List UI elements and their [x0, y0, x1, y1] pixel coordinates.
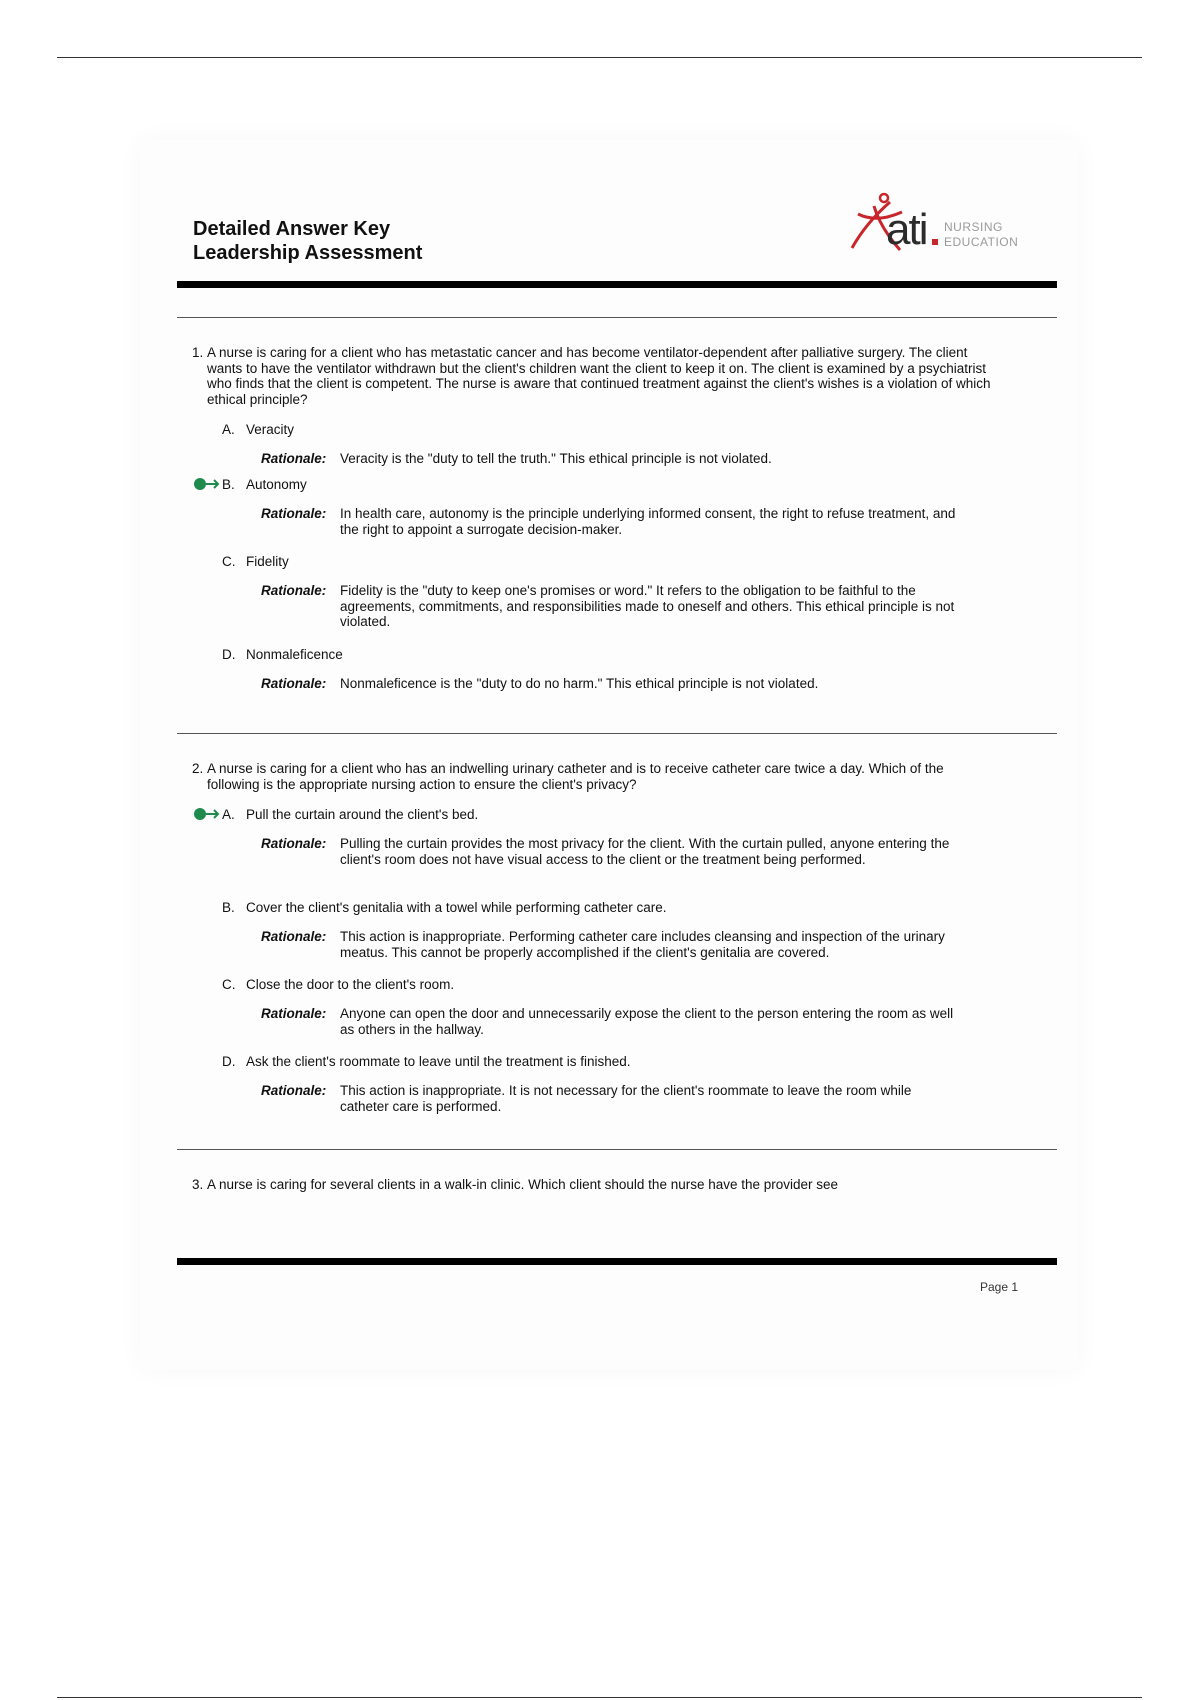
option-2c	[222, 977, 942, 993]
rationale-text: This action is inappropriate. Performing catheter care includes cleansing and inspection of the urinary meatus. This cannot be properly accomplished if the client's genitalia are covered.	[340, 929, 945, 960]
rationale-2c	[261, 1006, 961, 1037]
option-letter: D.	[222, 647, 236, 662]
question-number: 2.	[192, 761, 204, 776]
rationale-label: Rationale:	[261, 583, 327, 598]
rationale-1c	[261, 583, 961, 630]
rationale-text: In health care, autonomy is the principle underlying informed consent, the right to refuse treatment, and the right to appoint a surrogate decision-maker.	[340, 506, 956, 537]
rationale-2d	[261, 1083, 961, 1114]
rationale-text: Fidelity is the "duty to keep one's promises or word." It refers to the obligation to be faithful to the agreements, commitments, and responsibilities made to oneself and others. This ethical principle is not violated.	[340, 583, 955, 629]
question-number: 1.	[192, 345, 204, 360]
question-divider	[177, 1149, 1057, 1150]
doc-title-line2: Leadership Assessment	[193, 242, 423, 264]
question-2	[192, 761, 992, 792]
rationale-label: Rationale:	[261, 451, 327, 466]
rationale-text: This action is inappropriate. It is not necessary for the client's roommate to leave the room while catheter care is performed.	[340, 1083, 912, 1114]
rationale-1d	[261, 676, 961, 692]
page-number: Page 1	[980, 1280, 1019, 1294]
rationale-label: Rationale:	[261, 836, 327, 851]
rationale-label: Rationale:	[261, 929, 327, 944]
ati-logo	[844, 190, 1019, 270]
option-1a	[222, 422, 942, 438]
option-letter: B.	[222, 477, 235, 492]
document-header	[193, 205, 1043, 287]
option-1d	[222, 647, 942, 663]
logo-subtitle-line1: NURSING	[944, 220, 1003, 234]
logo-wordmark: ati	[886, 205, 927, 254]
logo-subtitle	[944, 220, 1018, 250]
rationale-text: Pulling the curtain provides the most privacy for the client. With the curtain pulled, anyone entering the client's room does not have visual access to the client or the treatment being performed.	[340, 836, 950, 867]
option-text: Pull the curtain around the client's bed.	[246, 807, 479, 822]
option-text: Fidelity	[246, 554, 289, 569]
rationale-1a	[261, 451, 961, 467]
question-number: 3.	[192, 1177, 204, 1192]
option-1b	[222, 477, 942, 493]
option-letter: B.	[222, 900, 235, 915]
option-1c	[222, 554, 942, 570]
document-page	[140, 140, 1078, 1370]
option-2a	[222, 807, 942, 823]
option-letter: A.	[222, 807, 235, 822]
option-text: Cover the client's genitalia with a towel while performing catheter care.	[246, 900, 667, 915]
question-text: A nurse is caring for a client who has an indwelling urinary catheter and is to receive catheter care twice a day. Which of the following is the appropriate nursing action to ensure the client's privacy?	[207, 761, 944, 792]
rationale-2a	[261, 836, 961, 867]
option-text: Close the door to the client's room.	[246, 977, 455, 992]
question-text: A nurse is caring for a client who has metastatic cancer and has become ventilator-dependent after palliative surgery. The client wants to have the ventilator withdrawn but the client's children want the client to keep it on. The client is examined by a psychiatrist who finds that the client is competent. The nurse is aware that continued treatment against the client's wishes is a violation of which ethical principle?	[207, 345, 991, 407]
viewer-top-rule	[57, 57, 1142, 58]
rationale-label: Rationale:	[261, 506, 327, 521]
rationale-label: Rationale:	[261, 1083, 327, 1098]
question-3	[192, 1177, 992, 1193]
correct-answer-marker-icon	[193, 807, 221, 821]
rationale-1b	[261, 506, 961, 537]
rationale-text: Veracity is the "duty to tell the truth." This ethical principle is not violated.	[340, 451, 772, 466]
option-2d	[222, 1054, 942, 1070]
option-text: Autonomy	[246, 477, 307, 492]
option-letter: D.	[222, 1054, 236, 1069]
option-text: Veracity	[246, 422, 295, 437]
footer-bar	[177, 1258, 1057, 1265]
rationale-label: Rationale:	[261, 1006, 327, 1021]
logo-subtitle-line2: EDUCATION	[944, 235, 1019, 249]
doc-title-line1: Detailed Answer Key	[193, 218, 391, 240]
question-divider	[177, 733, 1057, 734]
rationale-2b	[261, 929, 961, 960]
logo-dot	[932, 239, 938, 245]
option-letter: C.	[222, 554, 236, 569]
option-2b	[222, 900, 942, 916]
rationale-label: Rationale:	[261, 676, 327, 691]
option-text: Nonmaleficence	[246, 647, 343, 662]
viewer-bottom-rule	[57, 1697, 1142, 1698]
option-letter: A.	[222, 422, 235, 437]
question-1	[192, 345, 992, 407]
section-divider	[177, 317, 1057, 318]
rationale-text: Nonmaleficence is the "duty to do no harm." This ethical principle is not violated.	[340, 676, 819, 691]
correct-answer-marker-icon	[193, 477, 221, 491]
header-bar	[177, 281, 1057, 288]
option-text: Ask the client's roommate to leave until the treatment is finished.	[246, 1054, 631, 1069]
option-letter: C.	[222, 977, 236, 992]
question-text: A nurse is caring for several clients in a walk-in clinic. Which client should the nurse have the provider see	[207, 1177, 839, 1192]
rationale-text: Anyone can open the door and unnecessarily expose the client to the person entering the room as well as others in the hallway.	[340, 1006, 954, 1037]
